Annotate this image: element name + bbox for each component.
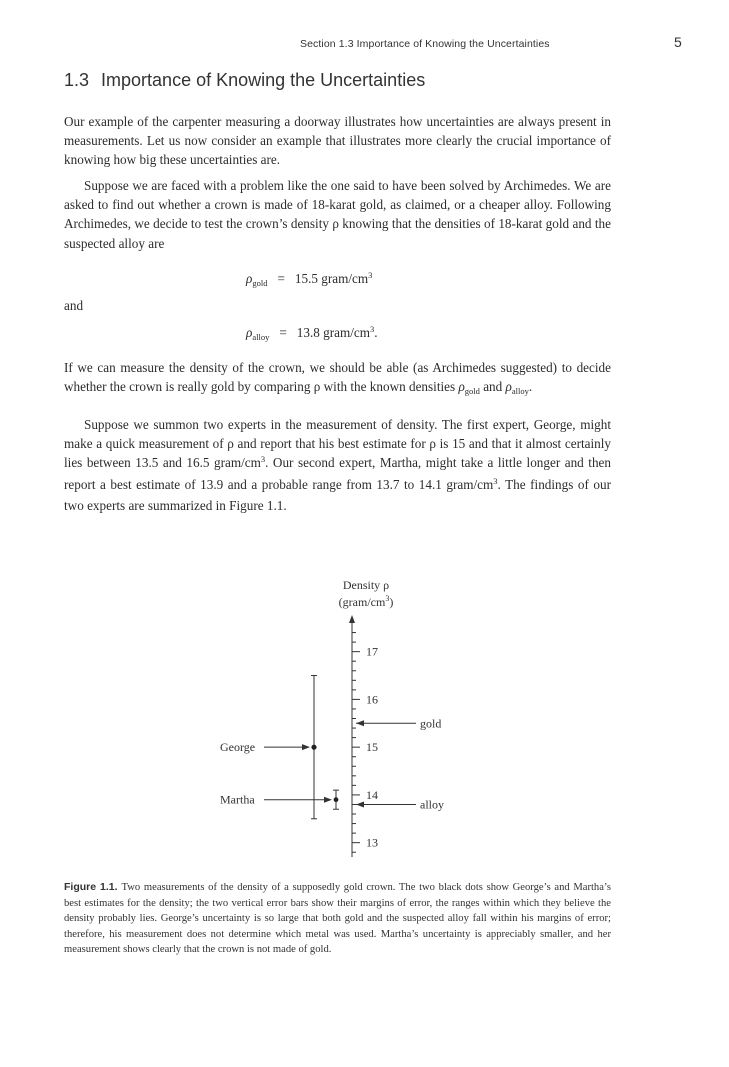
running-head: Section 1.3 Importance of Knowing the Uncertainties [300,38,550,50]
alloy-reference-label: alloy [420,797,444,812]
tick-label: 16 [366,692,378,707]
paragraph-text: Suppose we summon two experts in the measurement of density. The first expert, George, might make a quick measurement of ρ and report that his best estimate for ρ is 15 and that it almost certainly lies between 13.5 and 16.5 gram/cm [64,417,611,471]
axis-unit-superscript: 3 [385,594,390,603]
subscript-alloy: alloy [252,332,270,342]
cube-superscript: 3 [370,324,375,334]
rho-symbol: ρ [246,325,253,340]
figure-caption [64,880,611,958]
figure-static-elements [339,578,394,609]
section-number: 1.3 [64,70,90,90]
rho-symbol: ρ [505,379,512,395]
gold-reference-arrowhead [356,720,364,726]
paragraph-measure-density [64,358,611,398]
cube-superscript: 3 [368,270,373,280]
george-best-estimate-dot [311,745,316,750]
page-number: 5 [674,34,682,50]
and-word: and [64,298,84,313]
paragraph-intro: Our example of the carpenter measuring a doorway illustrates how uncertainties are always present in measurements. Let us now consider an example that illustrates more clearly the crucial importance of knowing how big these uncertainties are. [64,114,611,168]
paragraph-text: and [479,379,506,395]
paragraph-text: . The findings of our two experts are summarized in Figure 1.1. [64,476,611,513]
tick-label: 13 [366,835,378,850]
gold-density-value: 15.5 gram/cm [294,271,369,286]
paragraph-text: . [528,379,533,395]
equation-alloy-end: . [374,325,378,340]
martha-label: Martha [220,792,255,807]
martha-pointer-arrowhead [324,797,332,803]
y-axis-arrowhead [349,615,355,623]
equals-sign: = [279,325,287,340]
rho-symbol: ρ [246,271,253,286]
george-pointer-arrowhead [302,744,310,750]
axis-unit-text: (gram/cm [338,595,386,609]
subscript-alloy: alloy [511,386,529,397]
caption-lead: Figure 1.1. [64,881,118,893]
paragraph-experts [64,415,611,515]
figure-marks [220,615,444,857]
section-title [64,70,425,91]
gold-reference-label: gold [420,716,442,731]
rho-symbol: ρ [458,379,465,395]
martha-best-estimate-dot [334,797,339,802]
equation-gold-density [246,271,372,287]
subscript-gold: gold [464,386,480,397]
equals-sign: = [277,271,285,286]
caption-text: Two measurements of the density of a supposedly gold crown. The two black dots show George’s and Martha’s best estimates for the density; the two vertical error bars show their margins of error, the ranges within which they believe the density probably lies. George’s uncertainty is so large that both gold and the suspected alloy fall within his margins of error; therefore, his measurement does not determine which metal was used. Martha’s uncertainty is appreciably smaller, and her measurement shows clearly that the crown is not made of gold. [64,882,611,956]
subscript-gold: gold [252,278,268,288]
cube-superscript: 3 [493,475,498,486]
equation-alloy-density [246,325,378,341]
paragraph-archimedes: Suppose we are faced with a problem like the one said to have been solved by Archimedes. We are asked to find out whether a crown is made of 18-karat gold, as claimed, or a cheaper alloy. Following Archimedes, we decide to test the crown’s density ρ knowing that the densities of 18-karat gold and the suspected alloy are [64,178,611,251]
george-label: George [220,740,256,755]
axis-label-line2 [339,594,394,609]
tick-label: 14 [366,787,378,802]
cube-superscript: 3 [260,454,266,465]
paragraph-text: If we can measure the density of the crown, we should be able (as Archimedes suggested) to decide whether the crown is really gold by comparing ρ with the known densities [64,360,611,395]
tick-label: 17 [366,644,378,659]
section-title-text: Importance of Knowing the Uncertainties [101,70,426,90]
alloy-density-value: 13.8 gram/cm [296,325,371,340]
axis-unit-close: ) [389,595,394,609]
alloy-reference-arrowhead [356,801,364,807]
axis-label-line1: Density ρ [342,578,390,592]
paragraph-text: . Our second expert, Martha, might take a little longer and then report a best estimate of 13.9 and a probable range from 13.7 to 14.1 gram/cm [64,455,611,492]
tick-label: 15 [366,740,378,755]
figure-density-chart [200,575,500,875]
